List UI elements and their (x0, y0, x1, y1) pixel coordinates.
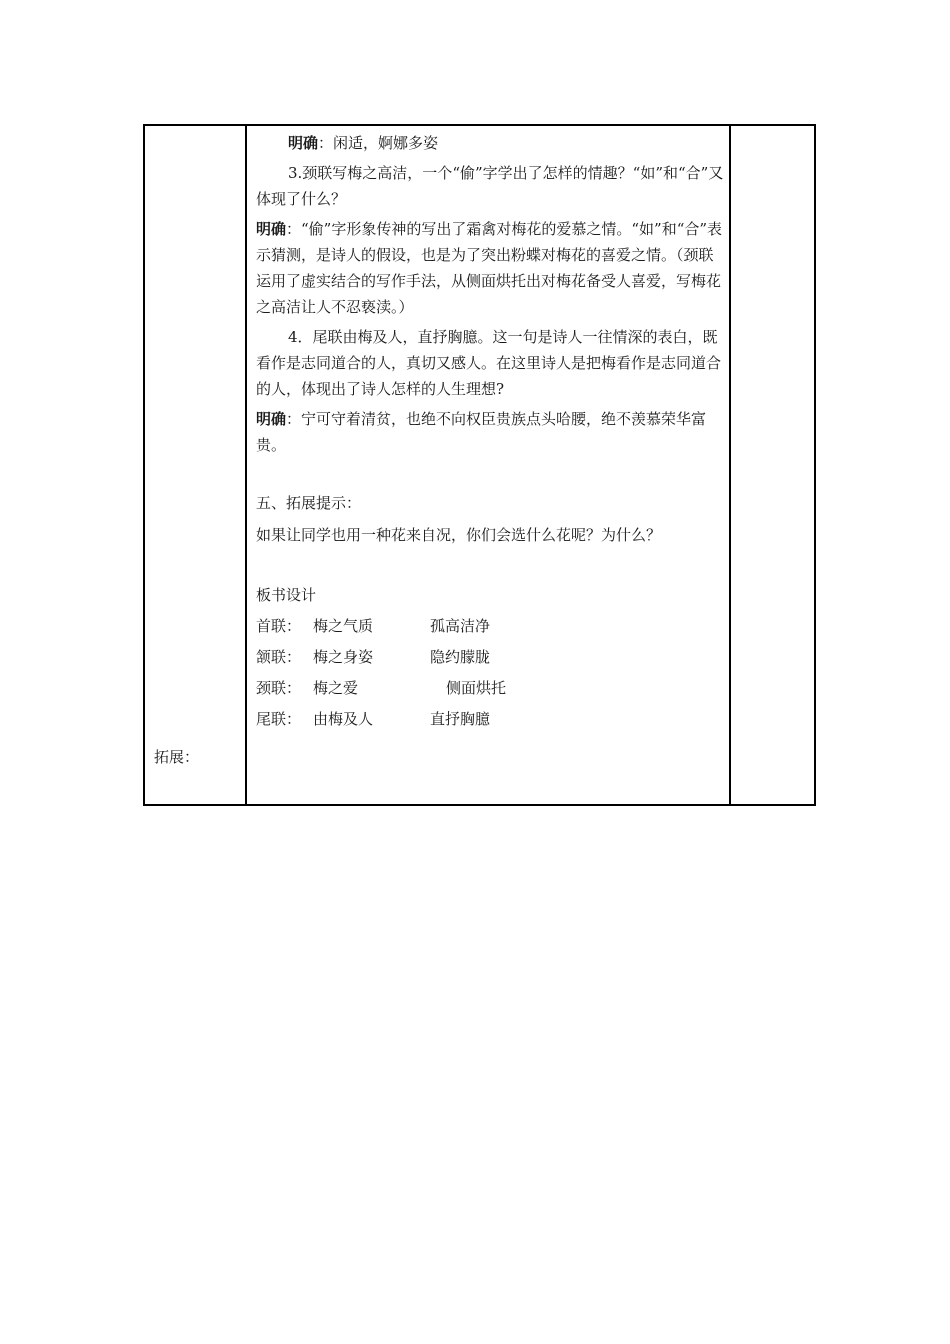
board-row-label: 尾联： (256, 709, 302, 728)
board-row-4 (256, 703, 724, 734)
board-row-theme: 梅之气质 (313, 616, 374, 635)
answer-label: 明确 (256, 410, 287, 428)
extension-title: 五、拓展提示： (256, 494, 362, 512)
question-3: 3.颈联写梅之高洁，一个“偷”字学出了怎样的情趣？“如”和“合”又体现了什么？ (256, 164, 724, 208)
q2-answer (256, 130, 724, 156)
board-row-theme: 梅之爱 (313, 678, 359, 697)
q3-answer (256, 216, 724, 320)
column-divider-left (245, 126, 247, 804)
board-row-label: 颔联： (256, 647, 302, 666)
lesson-content (256, 130, 724, 734)
q4-answer (256, 406, 724, 458)
extension-question: 如果让同学也用一种花来自况，你们会选什么花呢？为什么？ (256, 526, 662, 544)
board-row-2 (256, 641, 724, 672)
board-design (256, 610, 724, 734)
answer-text: ：宁可守着清贫，也绝不向权臣贵族点头哈腰，绝不羡慕荣华富贵。 (256, 410, 707, 454)
answer-label: 明确 (256, 220, 287, 238)
question-4: 4．尾联由梅及人，直抒胸臆。这一句是诗人一往情深的表白，既看作是志同道合的人，真切又感人。在这里诗人是把梅看作是志同道合的人，体现出了诗人怎样的人生理想? (256, 328, 722, 398)
answer-text: ：闲适，婀娜多姿 (318, 134, 439, 152)
board-row-technique: 孤高洁净 (430, 616, 491, 635)
board-row-technique: 侧面烘托 (446, 678, 507, 697)
board-row-theme: 梅之身姿 (313, 647, 374, 666)
board-row-3 (256, 672, 724, 703)
answer-text: ：“偷”字形象传神的写出了霜禽对梅花的爱慕之情。“如”和“合”表示猜测，是诗人的假设，也是为了突出粉蝶对梅花的喜爱之情。（颈联运用了虚实结合的写作手法，从侧面烘托出对梅花备受人喜爱，写梅花之高洁让人不忍亵渎。） (256, 220, 723, 316)
board-title: 板书设计 (256, 586, 317, 604)
column-divider-right (729, 126, 731, 804)
board-row-label: 颈联： (256, 678, 302, 697)
board-row-technique: 直抒胸臆 (430, 709, 491, 728)
board-row-technique: 隐约朦胧 (430, 647, 491, 666)
answer-label: 明确 (288, 134, 319, 152)
board-row-1 (256, 610, 724, 641)
left-column-label: 拓展： (154, 748, 200, 766)
board-row-theme: 由梅及人 (313, 709, 374, 728)
lesson-table (143, 124, 816, 806)
board-row-label: 首联： (256, 616, 302, 635)
